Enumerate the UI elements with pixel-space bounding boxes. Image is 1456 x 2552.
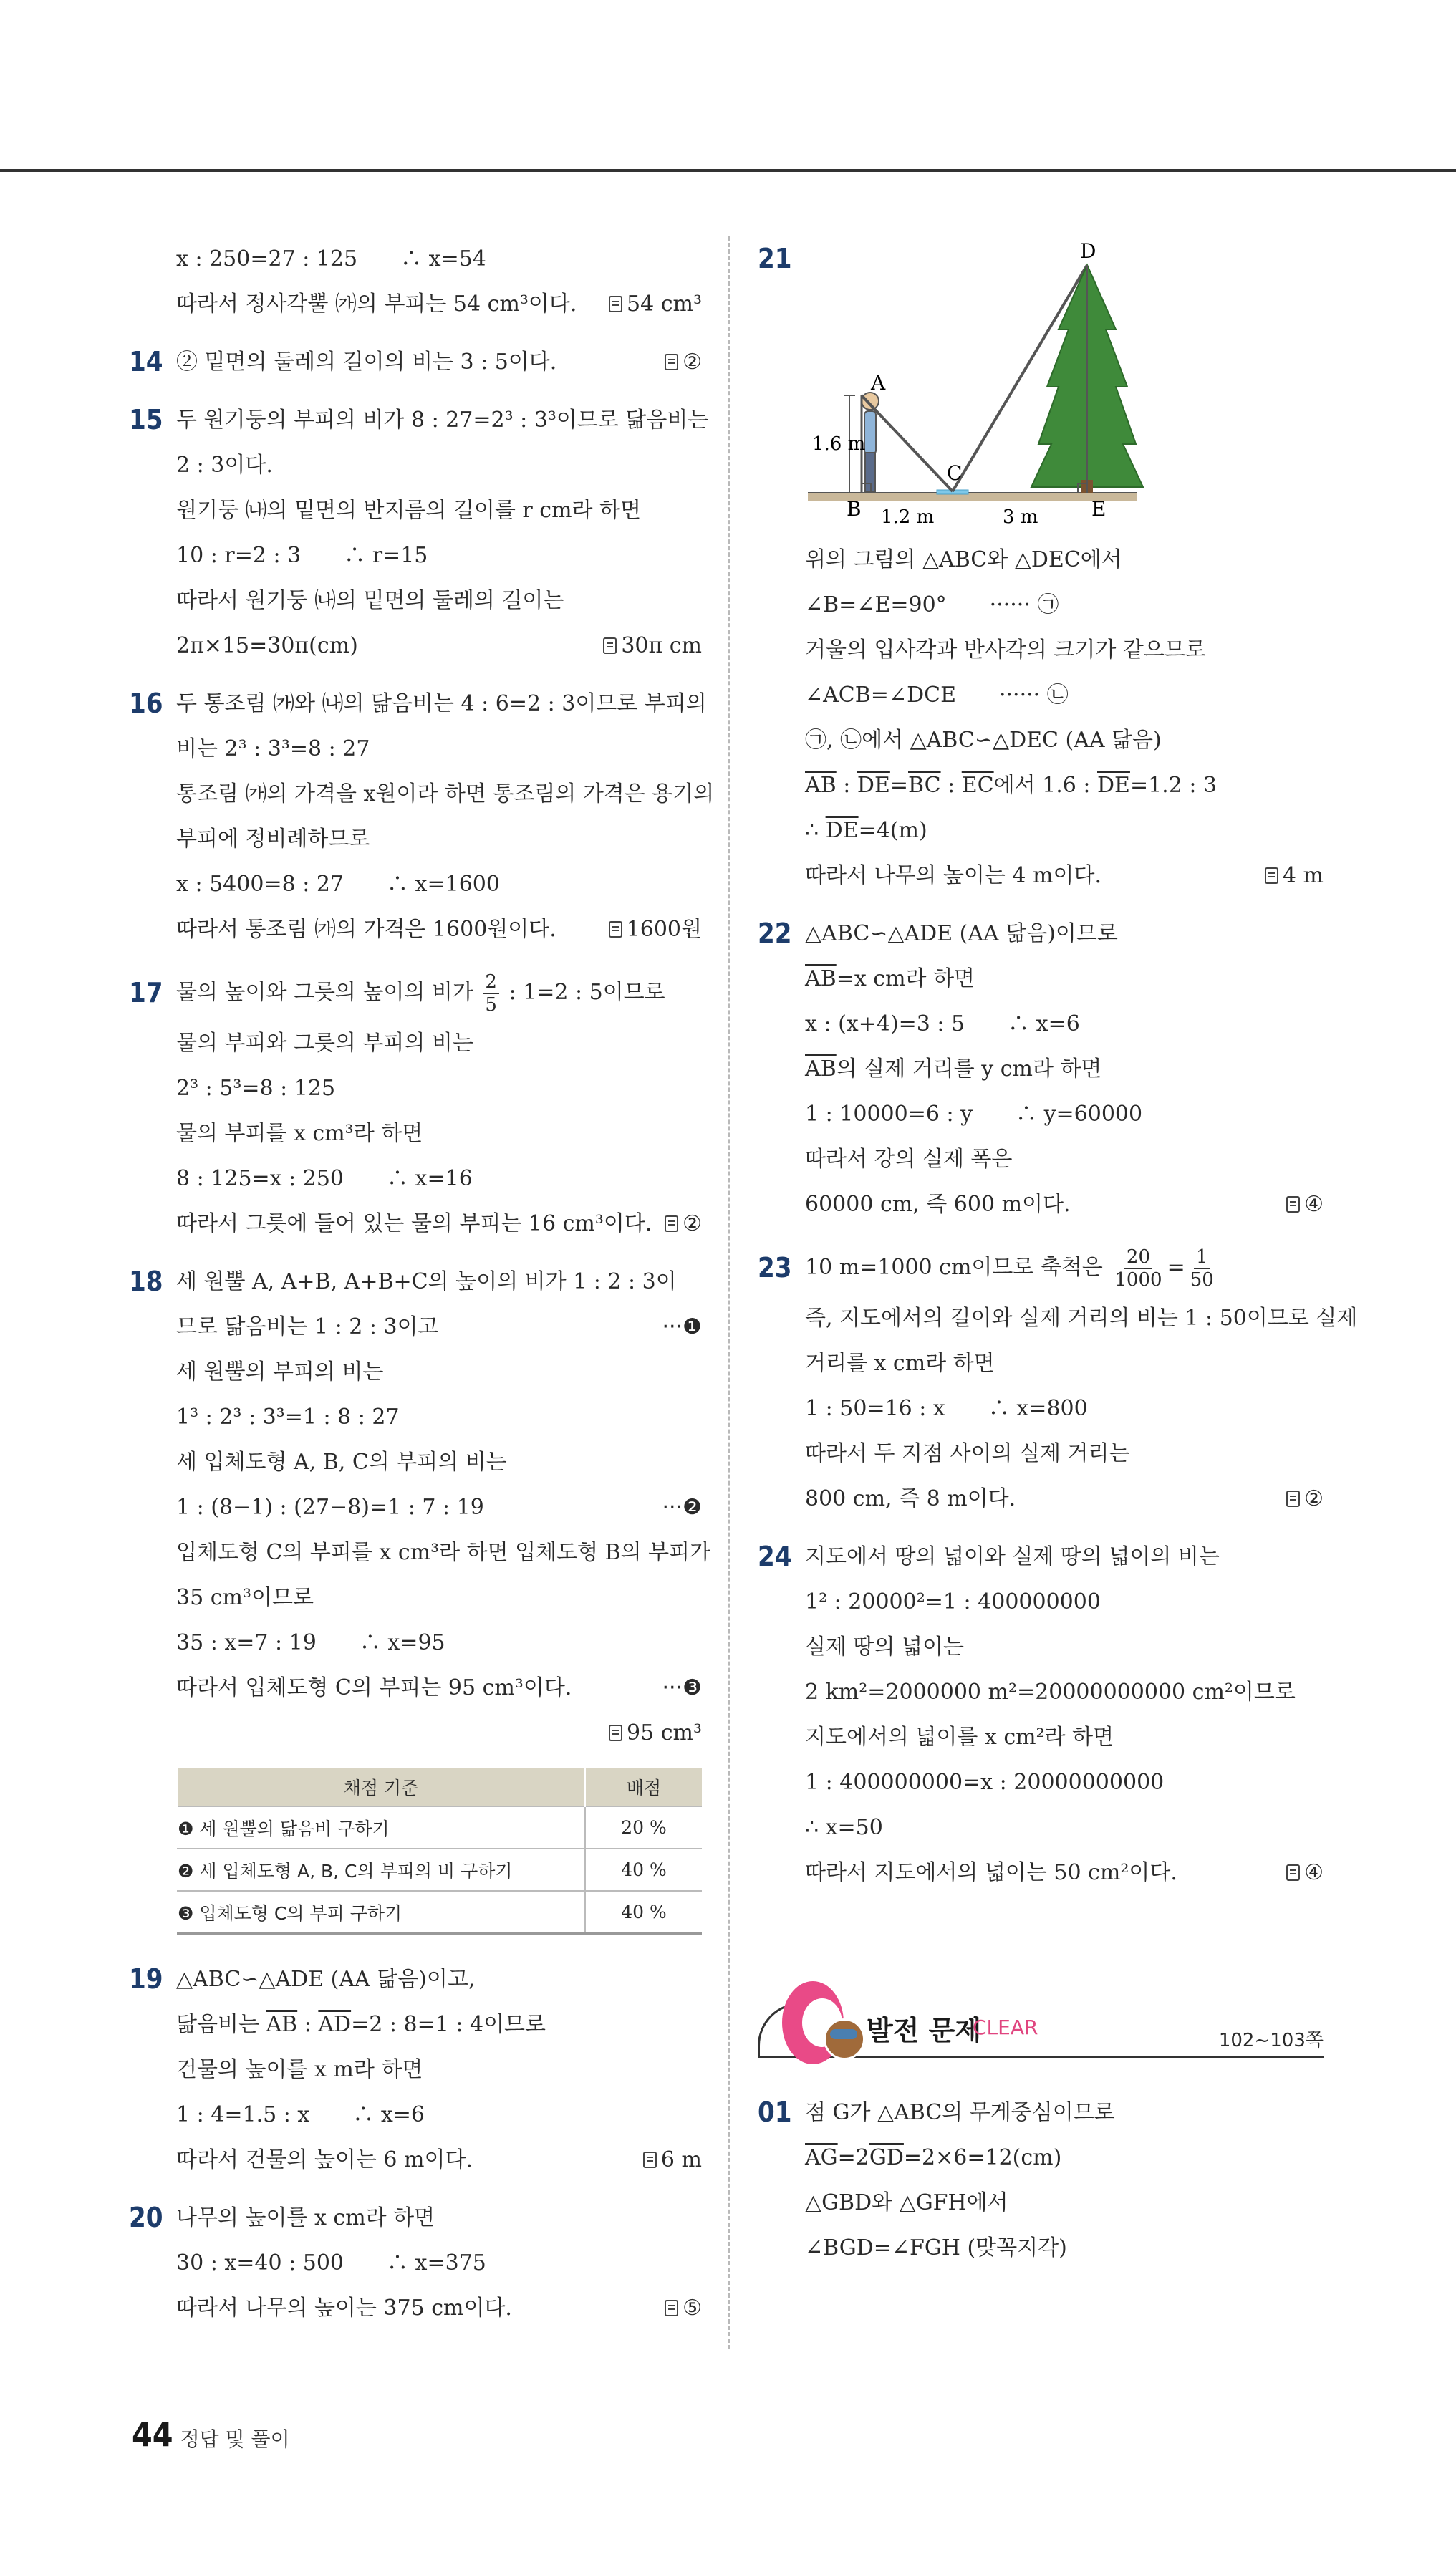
solution-text: 에서 1.6 : bbox=[993, 773, 1097, 798]
fraction bbox=[1112, 1246, 1164, 1291]
solution-line: △GBD와 △GFH에서 bbox=[805, 2190, 1008, 2215]
solution-text: 닮음비는 bbox=[176, 2012, 266, 2037]
fraction-numerator: 1 bbox=[1194, 1246, 1210, 1269]
step-marker-2: ···❷ bbox=[662, 1495, 702, 1520]
fraction-denominator: 1000 bbox=[1114, 1269, 1162, 1291]
bc-length-label: 1.2 m bbox=[881, 506, 935, 528]
solution-text: ② 밑면의 둘레의 길이의 비는 3 : 5이다. bbox=[176, 350, 557, 375]
point-e-label: E bbox=[1091, 497, 1107, 521]
step-marker-3: ···❸ bbox=[662, 1675, 702, 1700]
solution-line bbox=[176, 281, 702, 327]
solution-text: 1 : (8−1) : (27−8)=1 : 7 : 19 bbox=[176, 1495, 484, 1520]
segment-ec: $\overline{EC}$ bbox=[961, 773, 994, 798]
solution-line: 1 : 4=1.5 : x ∴ x=6 bbox=[176, 2102, 425, 2127]
solution-line: 두 통조림 ㈎와 ㈏의 닮음비는 4 : 6=2 : 3이므로 부피의 bbox=[176, 691, 707, 716]
answer bbox=[1286, 1476, 1324, 1521]
solution-line bbox=[805, 1240, 1324, 1296]
solution-line: ∴ x=50 bbox=[805, 1815, 883, 1840]
solution-line bbox=[176, 2286, 702, 2331]
solution-line: 30 : x=40 : 500 ∴ x=375 bbox=[176, 2250, 486, 2276]
scoring-table bbox=[176, 1768, 702, 1935]
problem-number: 19 bbox=[129, 1963, 163, 1995]
answer bbox=[665, 2286, 702, 2331]
answer bbox=[1265, 853, 1324, 898]
solution-line: x : 250=27 : 125 ∴ x=54 bbox=[176, 246, 486, 271]
solution-text: = bbox=[889, 773, 908, 798]
solution-line bbox=[805, 853, 1324, 898]
solution-line bbox=[176, 2002, 702, 2047]
solution-line: 거울의 입사각과 반사각의 크기가 같으므로 bbox=[805, 637, 1206, 663]
answer-value: 30π cm bbox=[621, 633, 702, 658]
header-points: 배점 bbox=[585, 1768, 702, 1806]
solution-line: 비는 2³ : 3³=8 : 27 bbox=[176, 736, 370, 761]
solution-text: : bbox=[940, 773, 962, 798]
solution-line: 즉, 지도에서의 길이와 실제 거리의 비는 1 : 50이므로 실제 bbox=[805, 1306, 1358, 1331]
mirror-tree-figure bbox=[758, 236, 1324, 537]
answer-icon bbox=[609, 921, 622, 938]
answer-value: 4 m bbox=[1282, 863, 1324, 888]
problem-21-solution bbox=[758, 537, 1324, 898]
answer bbox=[1286, 1182, 1324, 1227]
solution-line: △ABC∽△ADE (AA 닮음)이므로 bbox=[805, 921, 1118, 946]
answer-value: ② bbox=[683, 350, 702, 375]
answer-icon bbox=[609, 1725, 622, 1741]
solution-line: 35 cm³이므로 bbox=[176, 1585, 314, 1610]
answer-icon bbox=[1286, 1196, 1300, 1213]
solution-text: 따라서 나무의 높이는 4 m이다. bbox=[805, 863, 1101, 888]
problem-number: 22 bbox=[758, 918, 792, 949]
fraction-numerator: 2 bbox=[483, 971, 499, 994]
solution-text: : bbox=[297, 2012, 319, 2037]
segment-ad: $\overline{AD}$ bbox=[318, 2012, 352, 2037]
answer bbox=[643, 2137, 702, 2182]
solution-line: 2 km²=2000000 m²=20000000000 cm²이므로 bbox=[805, 1680, 1296, 1705]
solution-line: 2³ : 5³=8 : 125 bbox=[176, 1076, 336, 1101]
solution-line bbox=[805, 2135, 1324, 2180]
answer bbox=[609, 281, 702, 327]
problem-17 bbox=[129, 965, 702, 1246]
solution-line bbox=[176, 2137, 702, 2182]
segment-de: $\overline{DE}$ bbox=[1097, 773, 1130, 798]
page-number: 44 bbox=[132, 2415, 173, 2454]
solution-text: =2 bbox=[837, 2145, 869, 2170]
solution-line bbox=[805, 1182, 1324, 1227]
answer-icon bbox=[1286, 1864, 1300, 1881]
segment-bc: $\overline{BC}$ bbox=[908, 773, 941, 798]
solution-line: 따라서 두 지점 사이의 실제 거리는 bbox=[805, 1441, 1130, 1466]
solution-line bbox=[805, 956, 1324, 1001]
points-cell: 20 % bbox=[585, 1806, 702, 1849]
step-marker-1: ···❶ bbox=[662, 1314, 702, 1339]
answer bbox=[609, 907, 702, 952]
answer-icon bbox=[665, 2300, 678, 2316]
solution-line: 8 : 125=x : 250 ∴ x=16 bbox=[176, 1166, 473, 1191]
solution-text: ∴ bbox=[805, 818, 826, 843]
point-a-label: A bbox=[871, 371, 886, 395]
solution-line: 1 : 10000=6 : y ∴ y=60000 bbox=[805, 1102, 1143, 1127]
solution-line bbox=[176, 1201, 702, 1246]
segment-ab: $\overline{AB}$ bbox=[805, 773, 837, 798]
answer-value: 54 cm³ bbox=[627, 292, 702, 317]
segment-ab: $\overline{AB}$ bbox=[266, 2012, 298, 2037]
solution-line bbox=[176, 340, 702, 385]
solution-line: △ABC∽△ADE (AA 닮음)이고, bbox=[176, 1967, 476, 1992]
solution-line: 실제 땅의 넓이는 bbox=[805, 1634, 964, 1660]
page-footer bbox=[132, 2415, 290, 2454]
answer bbox=[665, 340, 702, 385]
answer-value: ④ bbox=[1304, 1192, 1324, 1217]
problem-number: 14 bbox=[129, 346, 163, 377]
fraction-numerator: 20 bbox=[1124, 1246, 1152, 1269]
problem-number: 18 bbox=[129, 1266, 163, 1297]
solution-line: 부피에 정비례하므로 bbox=[176, 827, 370, 852]
solution-line bbox=[176, 907, 702, 952]
segment-ab: $\overline{AB}$ bbox=[805, 1056, 837, 1082]
solution-text: 따라서 건물의 높이는 6 m이다. bbox=[176, 2147, 473, 2172]
right-column bbox=[758, 236, 1358, 2283]
scoring-table-header bbox=[177, 1768, 702, 1806]
answer-value: ② bbox=[1304, 1486, 1324, 1511]
answer-icon bbox=[609, 296, 622, 312]
solution-line bbox=[805, 1476, 1324, 1521]
fraction bbox=[1188, 1246, 1216, 1291]
problem-01 bbox=[758, 2090, 1324, 2271]
criteria-cell: ❷ 세 입체도형 A, B, C의 부피의 비 구하기 bbox=[177, 1849, 585, 1891]
segment-de: $\overline{DE}$ bbox=[825, 818, 859, 843]
answer-value: ④ bbox=[1304, 1860, 1324, 1885]
solution-line bbox=[176, 623, 702, 668]
solution-line: 원기둥 ㈏의 밑면의 반지름의 길이를 r cm라 하면 bbox=[176, 498, 642, 523]
problem-number: 16 bbox=[129, 688, 163, 719]
problem-15 bbox=[129, 398, 709, 668]
left-column bbox=[129, 236, 715, 2344]
solution-line: 35 : x=7 : 19 ∴ x=95 bbox=[176, 1630, 445, 1655]
answer-value: ② bbox=[683, 1211, 702, 1236]
solution-text: 따라서 나무의 높이는 375 cm이다. bbox=[176, 2296, 512, 2321]
ce-length-label: 3 m bbox=[1003, 506, 1038, 528]
fraction bbox=[483, 971, 499, 1016]
problem-19 bbox=[129, 1957, 702, 2182]
solution-text: 10 m=1000 cm이므로 축척은 bbox=[805, 1255, 1110, 1280]
person-head bbox=[862, 393, 879, 410]
answer-value: 1600원 bbox=[626, 917, 702, 942]
header-criteria: 채점 기준 bbox=[177, 1768, 585, 1806]
person-body bbox=[864, 411, 876, 454]
solution-line: 위의 그림의 △ABC와 △DEC에서 bbox=[805, 547, 1122, 572]
answer-icon bbox=[1286, 1491, 1300, 1507]
problem-16 bbox=[129, 681, 715, 952]
solution-line: 두 원기둥의 부피의 비가 8 : 27=2³ : 3³이므로 닮음비는 bbox=[176, 408, 709, 433]
section-subtitle: CLEAR bbox=[973, 2016, 1038, 2039]
solution-line: 2 : 3이다. bbox=[176, 453, 273, 478]
solution-text: =2 : 8=1 : 4이므로 bbox=[351, 2012, 546, 2037]
criteria-cell: ❶ 세 원뿔의 닮음비 구하기 bbox=[177, 1806, 585, 1849]
problem-number: 01 bbox=[758, 2096, 792, 2128]
point-d-label: D bbox=[1080, 239, 1096, 263]
solution-line: ∠B=∠E=90° ······ ㉠ bbox=[805, 592, 1059, 617]
segment-gd: $\overline{GD}$ bbox=[869, 2145, 904, 2170]
solution-line: 입체도형 C의 부피를 x cm³라 하면 입체도형 B의 부피가 bbox=[176, 1540, 711, 1565]
solution-line: 거리를 x cm라 하면 bbox=[805, 1351, 995, 1376]
segment-ag: $\overline{AG}$ bbox=[805, 2145, 838, 2170]
solution-line: x : (x+4)=3 : 5 ∴ x=6 bbox=[805, 1011, 1080, 1036]
clear-section-header bbox=[758, 1981, 1324, 2074]
problem-24 bbox=[758, 1534, 1324, 1895]
solution-text: =1.2 : 3 bbox=[1129, 773, 1218, 798]
solution-text: =4(m) bbox=[858, 818, 927, 843]
solution-text: =x cm라 하면 bbox=[836, 966, 975, 991]
problem-number: 17 bbox=[129, 977, 163, 1008]
answer-icon bbox=[665, 1215, 678, 1232]
point-c-label: C bbox=[947, 461, 963, 485]
solution-text: = bbox=[1167, 1255, 1185, 1280]
problem-number: 23 bbox=[758, 1252, 792, 1284]
solution-line: 건물의 높이를 x m라 하면 bbox=[176, 2057, 423, 2082]
solution-line: 지도에서의 넓이를 x cm²라 하면 bbox=[805, 1725, 1114, 1750]
solution-text: : bbox=[836, 773, 857, 798]
solution-line: 1³ : 2³ : 3³=1 : 8 : 27 bbox=[176, 1405, 400, 1430]
solution-line: 1² : 20000²=1 : 400000000 bbox=[805, 1589, 1101, 1614]
solution-line bbox=[805, 1850, 1324, 1895]
criteria-cell: ❸ 입체도형 C의 부피 구하기 bbox=[177, 1891, 585, 1934]
problem-number: 20 bbox=[129, 2202, 163, 2233]
answer-icon bbox=[643, 2152, 657, 2168]
segment-de: $\overline{DE}$ bbox=[857, 773, 890, 798]
solution-line: 통조림 ㈎의 가격을 x원이라 하면 통조림의 가격은 용기의 bbox=[176, 781, 715, 806]
problem-21 bbox=[758, 236, 1324, 898]
solution-line: 1 : 400000000=x : 20000000000 bbox=[805, 1770, 1165, 1795]
fraction-denominator: 50 bbox=[1190, 1269, 1214, 1291]
answer-value: 95 cm³ bbox=[627, 1720, 702, 1746]
top-rule bbox=[0, 169, 1456, 172]
problem-23 bbox=[758, 1240, 1358, 1521]
solution-line: 1 : 50=16 : x ∴ x=800 bbox=[805, 1396, 1088, 1421]
solution-line bbox=[176, 965, 702, 1021]
answer-value: 6 m bbox=[660, 2147, 702, 2172]
problem-22 bbox=[758, 911, 1324, 1227]
solution-text: 800 cm, 즉 8 m이다. bbox=[805, 1486, 1016, 1511]
segment-ab: $\overline{AB}$ bbox=[805, 966, 837, 991]
problem-number: 24 bbox=[758, 1541, 792, 1572]
answer bbox=[176, 1710, 702, 1756]
fraction-denominator: 5 bbox=[485, 994, 497, 1016]
answer bbox=[603, 623, 702, 668]
solution-text: 2π×15=30π(cm) bbox=[176, 633, 358, 658]
problem-number: 21 bbox=[758, 243, 792, 274]
solution-line: 나무의 높이를 x cm라 하면 bbox=[176, 2205, 435, 2230]
answer-icon bbox=[665, 354, 678, 370]
solution-line: 물의 부피를 x cm³라 하면 bbox=[176, 1121, 423, 1146]
solution-text: 따라서 정사각뿔 ㈎의 부피는 54 cm³이다. bbox=[176, 292, 577, 317]
height-label: 1.6 m bbox=[812, 433, 866, 455]
section-title: 발전 문제 bbox=[867, 2015, 982, 2046]
solution-text: 따라서 그릇에 들어 있는 물의 부피는 16 cm³이다. bbox=[176, 1211, 652, 1236]
points-cell: 40 % bbox=[585, 1891, 702, 1934]
page-range: 102~103쪽 bbox=[1218, 2030, 1324, 2051]
answer-value: ⑤ bbox=[683, 2296, 702, 2321]
point-b-label: B bbox=[847, 497, 862, 521]
table-row bbox=[177, 1849, 702, 1891]
solution-text: 60000 cm, 즉 600 m이다. bbox=[805, 1192, 1071, 1217]
solution-text: 따라서 지도에서의 넓이는 50 cm²이다. bbox=[805, 1860, 1177, 1885]
answer-icon bbox=[603, 637, 617, 654]
solution-text: : 1=2 : 5이므로 bbox=[501, 980, 665, 1005]
solution-text: =2×6=12(cm) bbox=[903, 2145, 1062, 2170]
solution-text: 따라서 통조림 ㈎의 가격은 1600원이다. bbox=[176, 917, 556, 942]
solution-line: ∠ACB=∠DCE ······ ㉡ bbox=[805, 683, 1069, 708]
solution-line: 세 입체도형 A, B, C의 부피의 비는 bbox=[176, 1450, 507, 1475]
solution-line bbox=[805, 1046, 1324, 1092]
solution-line: x : 5400=8 : 27 ∴ x=1600 bbox=[176, 872, 500, 897]
solution-text: 물의 높이와 그릇의 높이의 비가 bbox=[176, 980, 481, 1005]
solution-line bbox=[176, 1485, 702, 1530]
problem-20 bbox=[129, 2195, 702, 2331]
answer bbox=[1286, 1850, 1324, 1895]
points-cell: 40 % bbox=[585, 1849, 702, 1891]
answer-icon bbox=[1265, 867, 1278, 884]
solution-line: 물의 부피와 그릇의 부피의 비는 bbox=[176, 1031, 473, 1056]
solution-text: 의 실제 거리를 y cm라 하면 bbox=[836, 1056, 1102, 1082]
answer bbox=[665, 1201, 702, 1246]
solution-line: 세 원뿔 A, A+B, A+B+C의 높이의 비가 1 : 2 : 3이 bbox=[176, 1269, 677, 1294]
solution-line: 세 원뿔의 부피의 비는 bbox=[176, 1359, 384, 1385]
solution-line: 지도에서 땅의 넓이와 실제 땅의 넓이의 비는 bbox=[805, 1544, 1220, 1569]
table-row bbox=[177, 1806, 702, 1849]
solution-line: 따라서 강의 실제 폭은 bbox=[805, 1147, 1013, 1172]
solution-line: 점 G가 △ABC의 무게중심이므로 bbox=[805, 2100, 1115, 2125]
problem-18 bbox=[129, 1259, 711, 1756]
solution-line: 10 : r=2 : 3 ∴ r=15 bbox=[176, 543, 428, 568]
table-row bbox=[177, 1891, 702, 1934]
solution-line bbox=[176, 1304, 702, 1349]
solution-text: 므로 닮음비는 1 : 2 : 3이고 bbox=[176, 1314, 439, 1339]
owl-mascot-icon bbox=[824, 2018, 865, 2060]
solution-line bbox=[805, 808, 1324, 853]
footer-label: 정답 및 풀이 bbox=[180, 2427, 290, 2451]
problem-14 bbox=[129, 340, 702, 385]
solution-line bbox=[805, 763, 1324, 808]
problem-13-continued bbox=[129, 236, 702, 327]
solution-line: 따라서 원기둥 ㈏의 밑면의 둘레의 길이는 bbox=[176, 588, 564, 613]
solution-line: ∠BGD=∠FGH (맞꼭지각) bbox=[805, 2235, 1067, 2260]
solution-text: 따라서 입체도형 C의 부피는 95 cm³이다. bbox=[176, 1675, 572, 1700]
solution-line bbox=[176, 1665, 702, 1710]
problem-number: 15 bbox=[129, 404, 163, 435]
solution-line: ㉠, ㉡에서 △ABC∽△DEC (AA 닮음) bbox=[805, 728, 1162, 753]
column-divider bbox=[728, 236, 730, 2349]
